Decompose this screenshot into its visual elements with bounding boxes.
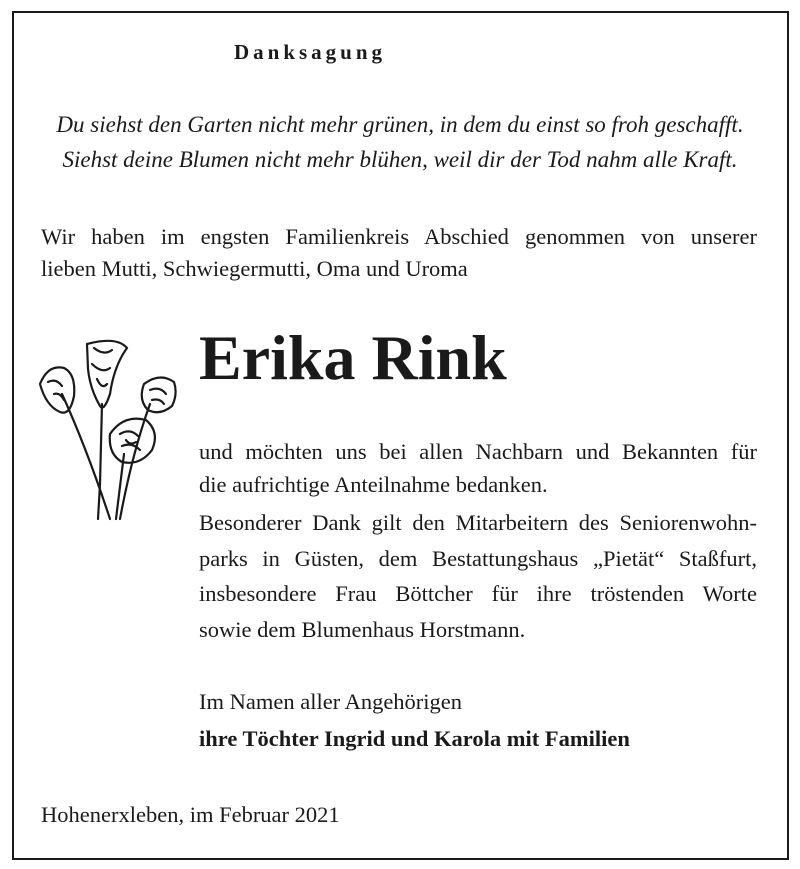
- notice-heading: Danksagung: [233, 40, 387, 64]
- calla-lily-flowers-icon: [32, 334, 182, 524]
- poem-line-1: Du siehst den Garten nicht mehr grünen, in dem du einst so froh geschafft.: [56, 112, 744, 137]
- thanks-line-5: insbesondere Frau Böttcher für ihre tröstenden Worte: [199, 581, 757, 606]
- thanks-line-1: und möchten uns bei allen Nachbarn und Bekannten für: [199, 439, 757, 464]
- intro-line-1: Wir haben im engsten Familienkreis Abschied genommen von unserer: [41, 224, 757, 249]
- signature-intro: Im Namen aller Angehörigen: [199, 689, 463, 714]
- thanks-line-4: parks in Güsten, dem Bestattungshaus „Pietät“ Staßfurt,: [199, 546, 757, 571]
- thanks-line-3: Besonderer Dank gilt den Mitarbeitern des Seniorenwohn-: [199, 510, 757, 535]
- poem-line-2: Siehst deine Blumen nicht mehr blühen, weil dir der Tod nahm alle Kraft.: [62, 147, 738, 172]
- thanks-line-6: sowie dem Blumenhaus Horstmann.: [199, 617, 526, 642]
- deceased-name: Erika Rink: [199, 322, 507, 393]
- signature-names: ihre Töchter Ingrid und Karola mit Familien: [199, 726, 630, 751]
- intro-line-2: lieben Mutti, Schwiegermutti, Oma und Uroma: [41, 256, 468, 281]
- thanks-line-2: die aufrichtige Anteilnahme bedanken.: [199, 472, 548, 497]
- place-date: Hohenerxleben, im Februar 2021: [41, 802, 340, 827]
